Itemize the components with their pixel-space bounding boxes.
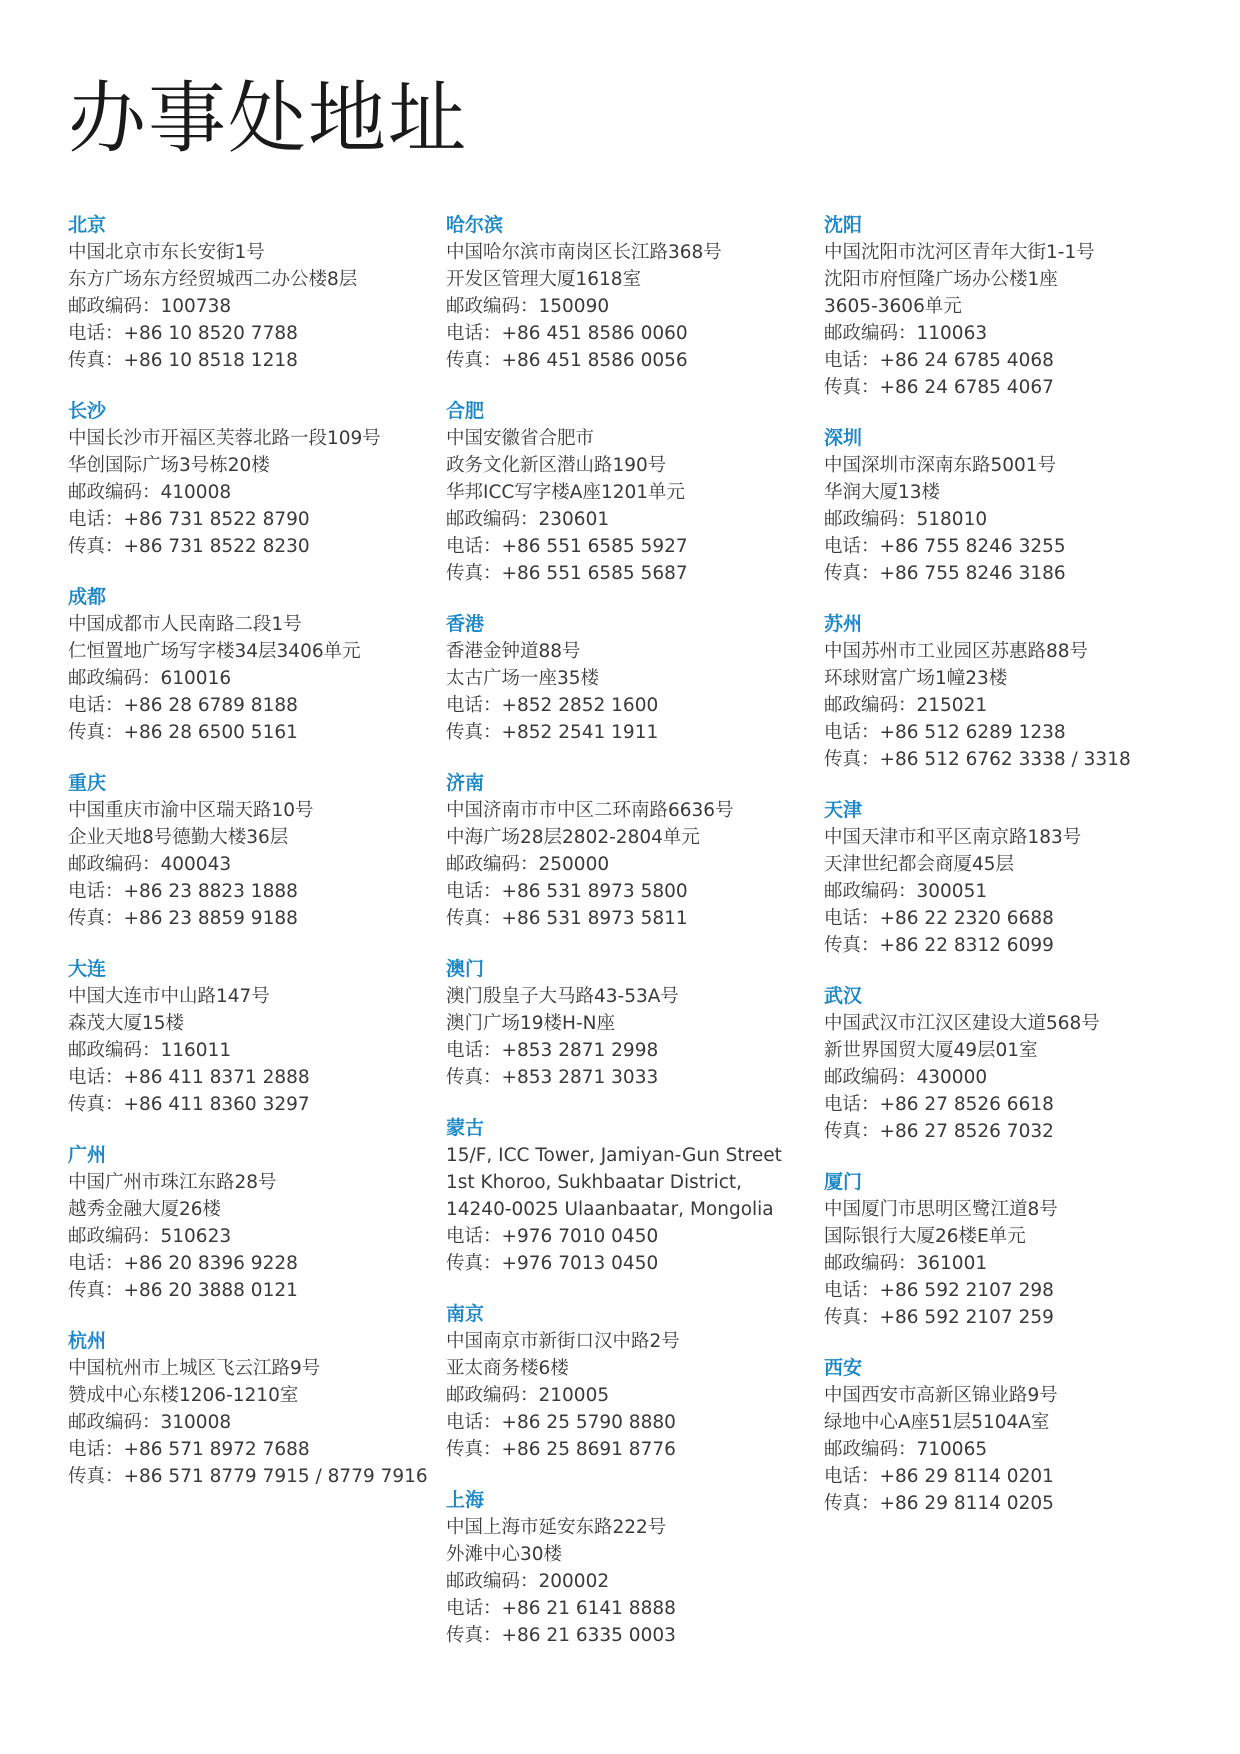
office-address-line: 中国深圳市深南东路5001号 xyxy=(824,455,1057,476)
office-block xyxy=(824,1169,1204,1331)
office-city-name: 西安 xyxy=(824,1357,863,1379)
office-block xyxy=(446,956,826,1091)
office-block xyxy=(824,1355,1204,1517)
office-address-line: 邮政编码：710065 xyxy=(824,1439,988,1460)
office-address-line: 14240-0025 Ulaanbaatar, Mongolia xyxy=(446,1199,774,1220)
office-address-line: 中国西安市高新区锦业路9号 xyxy=(824,1385,1058,1406)
office-address-line: 电话：+86 28 6789 8188 xyxy=(68,695,298,716)
office-column-right xyxy=(824,212,1204,1541)
office-address-line: 中国成都市人民南路二段1号 xyxy=(68,614,302,635)
office-block xyxy=(446,1115,826,1277)
office-block xyxy=(68,770,448,932)
office-block xyxy=(446,212,826,374)
office-address-line: 中国重庆市渝中区瑞天路10号 xyxy=(68,800,314,821)
office-address-line: 传真：+86 24 6785 4067 xyxy=(824,377,1054,398)
office-address-line: 传真：+86 755 8246 3186 xyxy=(824,563,1066,584)
office-address-line: 电话：+86 29 8114 0201 xyxy=(824,1466,1054,1487)
office-block xyxy=(68,398,448,560)
office-address-line: 中国长沙市开福区芙蓉北路一段109号 xyxy=(68,428,381,449)
office-address-line: 电话：+86 20 8396 9228 xyxy=(68,1253,298,1274)
office-address-line: 传真：+86 731 8522 8230 xyxy=(68,536,310,557)
office-address-line: 邮政编码：610016 xyxy=(68,668,232,689)
office-address-line: 中国哈尔滨市南岗区长江路368号 xyxy=(446,242,722,263)
office-address-line: 中国安徽省合肥市 xyxy=(446,428,595,449)
office-address-line: 电话：+86 10 8520 7788 xyxy=(68,323,298,344)
office-address-line: 电话：+86 25 5790 8880 xyxy=(446,1412,676,1433)
office-address-line: 电话：+86 23 8823 1888 xyxy=(68,881,298,902)
office-block xyxy=(824,611,1204,773)
office-address-line: 电话：+976 7010 0450 xyxy=(446,1226,659,1247)
office-block xyxy=(68,1142,448,1304)
office-city-name: 广州 xyxy=(68,1144,107,1166)
office-address-line: 中国杭州市上城区飞云江路9号 xyxy=(68,1358,321,1379)
office-block xyxy=(446,398,826,587)
office-address-line: 传真：+86 28 6500 5161 xyxy=(68,722,298,743)
office-address-line: 中国天津市和平区南京路183号 xyxy=(824,827,1082,848)
office-city-name: 大连 xyxy=(68,958,107,980)
office-address-line: 电话：+86 551 6585 5927 xyxy=(446,536,688,557)
office-address-line: 传真：+86 571 8779 7915 / 8779 7916 xyxy=(68,1466,428,1487)
office-address-line: 太古广场一座35楼 xyxy=(446,668,600,689)
office-block xyxy=(446,770,826,932)
office-column-left xyxy=(68,212,448,1514)
office-city-name: 武汉 xyxy=(824,985,863,1007)
page-title: 办事处地址 xyxy=(68,74,469,164)
office-address-line: 中国上海市延安东路222号 xyxy=(446,1517,667,1538)
office-address-line: 政务文化新区潜山路190号 xyxy=(446,455,667,476)
office-city-name: 杭州 xyxy=(68,1330,107,1352)
office-address-line: 赞成中心东楼1206-1210室 xyxy=(68,1385,299,1406)
office-address-line: 邮政编码：430000 xyxy=(824,1067,988,1088)
office-address-line: 香港金钟道88号 xyxy=(446,641,581,662)
office-address-line: 中国沈阳市沈河区青年大街1-1号 xyxy=(824,242,1095,263)
office-block xyxy=(824,425,1204,587)
office-address-line: 电话：+86 21 6141 8888 xyxy=(446,1598,676,1619)
office-address-line: 传真：+86 25 8691 8776 xyxy=(446,1439,676,1460)
office-address-line: 新世界国贸大厦49层01室 xyxy=(824,1040,1038,1061)
office-address-line: 邮政编码：100738 xyxy=(68,296,232,317)
office-block xyxy=(824,983,1204,1145)
office-address-line: 电话：+86 755 8246 3255 xyxy=(824,536,1066,557)
office-address-line: 天津世纪都会商厦45层 xyxy=(824,854,1015,875)
office-city-name: 重庆 xyxy=(68,772,107,794)
office-address-line: 电话：+86 24 6785 4068 xyxy=(824,350,1054,371)
office-address-line: 1st Khoroo, Sukhbaatar District, xyxy=(446,1172,743,1193)
office-address-line: 沈阳市府恒隆广场办公楼1座 xyxy=(824,269,1058,290)
office-address-line: 传真：+86 451 8586 0056 xyxy=(446,350,688,371)
office-address-line: 中国济南市市中区二环南路6636号 xyxy=(446,800,734,821)
office-address-line: 环球财富广场1幢23楼 xyxy=(824,668,1008,689)
office-city-name: 厦门 xyxy=(824,1171,863,1193)
office-address-line: 中国厦门市思明区鹭江道8号 xyxy=(824,1199,1058,1220)
office-address-line: 传真：+86 21 6335 0003 xyxy=(446,1625,676,1646)
office-address-line: 邮政编码：510623 xyxy=(68,1226,232,1247)
office-address-line: 邮政编码：250000 xyxy=(446,854,610,875)
office-block xyxy=(68,584,448,746)
office-address-line: 邮政编码：150090 xyxy=(446,296,610,317)
office-address-line: 中国武汉市江汉区建设大道568号 xyxy=(824,1013,1100,1034)
office-address-line: 传真：+86 512 6762 3338 / 3318 xyxy=(824,749,1131,770)
office-address-line: 澳门殷皇子大马路43-53A号 xyxy=(446,986,679,1007)
office-address-line: 华润大厦13楼 xyxy=(824,482,941,503)
office-address-line: 传真：+86 551 6585 5687 xyxy=(446,563,688,584)
office-address-line: 澳门广场19楼H-N座 xyxy=(446,1013,615,1034)
office-block xyxy=(446,611,826,746)
office-city-name: 苏州 xyxy=(824,613,863,635)
office-address-line: 越秀金融大厦26楼 xyxy=(68,1199,222,1220)
office-address-line: 电话：+86 411 8371 2888 xyxy=(68,1067,310,1088)
office-address-line: 传真：+86 592 2107 259 xyxy=(824,1307,1054,1328)
office-address-line: 中海广场28层2802-2804单元 xyxy=(446,827,700,848)
office-block xyxy=(446,1301,826,1463)
office-block xyxy=(824,797,1204,959)
office-block xyxy=(824,212,1204,401)
office-address-line: 传真：+86 531 8973 5811 xyxy=(446,908,688,929)
office-address-line: 邮政编码：400043 xyxy=(68,854,232,875)
office-city-name: 沈阳 xyxy=(824,214,863,236)
office-address-line: 仁恒置地广场写字楼34层3406单元 xyxy=(68,641,361,662)
office-city-name: 长沙 xyxy=(68,400,107,422)
office-address-line: 邮政编码：300051 xyxy=(824,881,988,902)
office-address-line: 传真：+86 20 3888 0121 xyxy=(68,1280,298,1301)
office-city-name: 上海 xyxy=(446,1489,485,1511)
office-address-line: 邮政编码：361001 xyxy=(824,1253,988,1274)
office-address-line: 外滩中心30楼 xyxy=(446,1544,563,1565)
office-address-line: 电话：+86 571 8972 7688 xyxy=(68,1439,310,1460)
office-address-line: 邮政编码：110063 xyxy=(824,323,988,344)
office-block xyxy=(68,956,448,1118)
office-address-line: 电话：+86 592 2107 298 xyxy=(824,1280,1054,1301)
office-address-line: 邮政编码：116011 xyxy=(68,1040,232,1061)
office-address-line: 传真：+976 7013 0450 xyxy=(446,1253,659,1274)
office-address-line: 传真：+853 2871 3033 xyxy=(446,1067,659,1088)
office-address-line: 邮政编码：215021 xyxy=(824,695,988,716)
office-city-name: 北京 xyxy=(68,214,107,236)
office-address-line: 中国苏州市工业园区苏惠路88号 xyxy=(824,641,1089,662)
office-address-line: 邮政编码：310008 xyxy=(68,1412,232,1433)
office-city-name: 天津 xyxy=(824,799,863,821)
office-address-line: 电话：+86 22 2320 6688 xyxy=(824,908,1054,929)
office-address-line: 国际银行大厦26楼E单元 xyxy=(824,1226,1026,1247)
office-address-line: 传真：+86 29 8114 0205 xyxy=(824,1493,1054,1514)
office-address-line: 电话：+852 2852 1600 xyxy=(446,695,659,716)
office-block xyxy=(68,1328,448,1490)
office-address-line: 传真：+86 22 8312 6099 xyxy=(824,935,1054,956)
office-address-line: 企业天地8号德勤大楼36层 xyxy=(68,827,289,848)
office-address-line: 邮政编码：230601 xyxy=(446,509,610,530)
office-address-line: 3605-3606单元 xyxy=(824,296,962,317)
office-address-line: 邮政编码：200002 xyxy=(446,1571,610,1592)
office-city-name: 成都 xyxy=(68,586,107,608)
office-address-line: 邮政编码：518010 xyxy=(824,509,988,530)
office-address-line: 15/F, ICC Tower, Jamiyan-Gun Street xyxy=(446,1145,782,1166)
office-city-name: 澳门 xyxy=(446,958,485,980)
office-address-line: 中国北京市东长安街1号 xyxy=(68,242,265,263)
office-city-name: 济南 xyxy=(446,772,485,794)
office-address-line: 电话：+853 2871 2998 xyxy=(446,1040,659,1061)
office-address-line: 中国广州市珠江东路28号 xyxy=(68,1172,277,1193)
office-city-name: 香港 xyxy=(446,613,485,635)
office-address-line: 邮政编码：410008 xyxy=(68,482,232,503)
office-address-line: 开发区管理大厦1618室 xyxy=(446,269,642,290)
office-block xyxy=(446,1487,826,1649)
office-address-line: 电话：+86 531 8973 5800 xyxy=(446,881,688,902)
office-address-line: 华创国际广场3号栋20楼 xyxy=(68,455,270,476)
office-address-line: 森茂大厦15楼 xyxy=(68,1013,185,1034)
office-address-line: 传真：+86 411 8360 3297 xyxy=(68,1094,310,1115)
office-address-line: 亚太商务楼6楼 xyxy=(446,1358,569,1379)
office-address-line: 电话：+86 27 8526 6618 xyxy=(824,1094,1054,1115)
office-address-line: 电话：+86 451 8586 0060 xyxy=(446,323,688,344)
office-city-name: 合肥 xyxy=(446,400,485,422)
office-address-line: 传真：+86 23 8859 9188 xyxy=(68,908,298,929)
office-address-line: 传真：+86 10 8518 1218 xyxy=(68,350,298,371)
office-address-line: 传真：+852 2541 1911 xyxy=(446,722,659,743)
office-address-line: 东方广场东方经贸城西二办公楼8层 xyxy=(68,269,358,290)
office-address-line: 电话：+86 512 6289 1238 xyxy=(824,722,1066,743)
office-address-line: 邮政编码：210005 xyxy=(446,1385,610,1406)
office-city-name: 哈尔滨 xyxy=(446,214,504,236)
office-column-middle xyxy=(446,212,826,1673)
office-address-line: 传真：+86 27 8526 7032 xyxy=(824,1121,1054,1142)
office-city-name: 深圳 xyxy=(824,427,863,449)
office-address-line: 中国南京市新街口汉中路2号 xyxy=(446,1331,680,1352)
office-address-line: 绿地中心A座51层5104A室 xyxy=(824,1412,1050,1433)
office-city-name: 蒙古 xyxy=(446,1117,485,1139)
office-city-name: 南京 xyxy=(446,1303,485,1325)
office-block xyxy=(68,212,448,374)
office-address-line: 电话：+86 731 8522 8790 xyxy=(68,509,310,530)
office-address-line: 华邦ICC写字楼A座1201单元 xyxy=(446,482,686,503)
office-address-line: 中国大连市中山路147号 xyxy=(68,986,270,1007)
